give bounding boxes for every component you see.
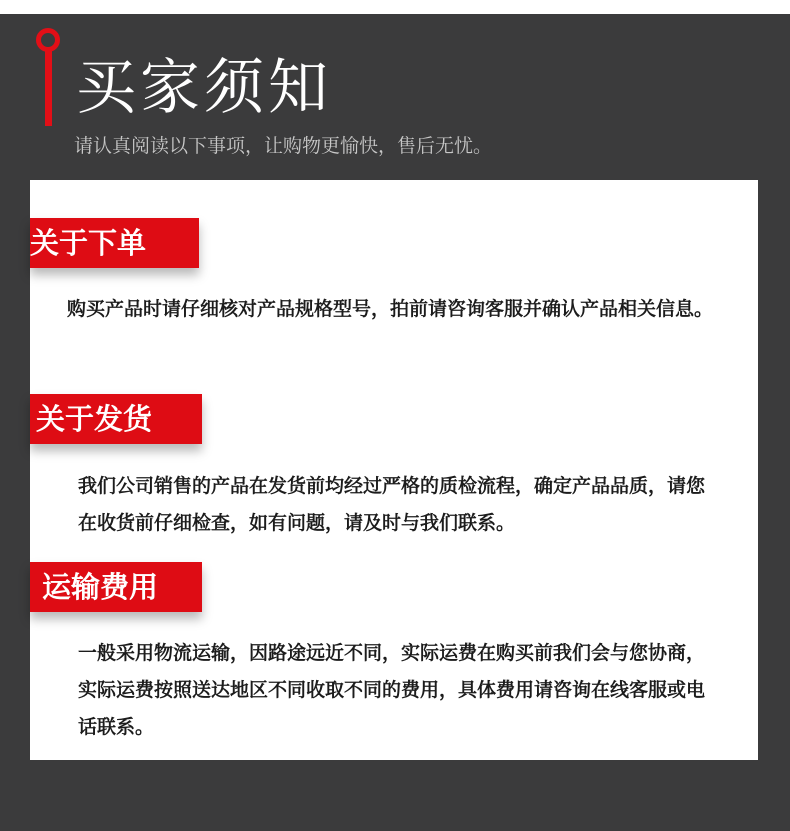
pin-bar-decoration xyxy=(45,50,52,126)
section-tag-freight xyxy=(30,562,202,612)
page-title: 买家须知 xyxy=(76,53,332,123)
section-label: 关于下单 xyxy=(30,226,147,260)
section-label: 关于发货 xyxy=(36,402,153,436)
section-text-ordering: 购买产品时请仔细核对产品规格型号，拍前请咨询客服并确认产品相关信息。 xyxy=(67,298,714,320)
section-text-shipping: 我们公司销售的产品在发货前均经过严格的质检流程，确定产品品质，请您在收货前仔细检查，如有问题，请及时与我们联系。 xyxy=(78,475,706,534)
page-subtitle: 请认真阅读以下事项，让购物更愉快，售后无忧。 xyxy=(74,135,493,157)
section-tag-shipping xyxy=(30,394,202,444)
notice-card xyxy=(30,180,758,760)
section-label: 运输费用 xyxy=(42,570,159,604)
pin-icon xyxy=(36,28,60,52)
section-text-freight: 一般采用物流运输，因路途远近不同，实际运费在购买前我们会与您协商，实际运费按照送达地区不同收取不同的费用，具体费用请咨询在线客服或电话联系。 xyxy=(78,642,706,738)
section-tag-ordering xyxy=(30,218,199,268)
